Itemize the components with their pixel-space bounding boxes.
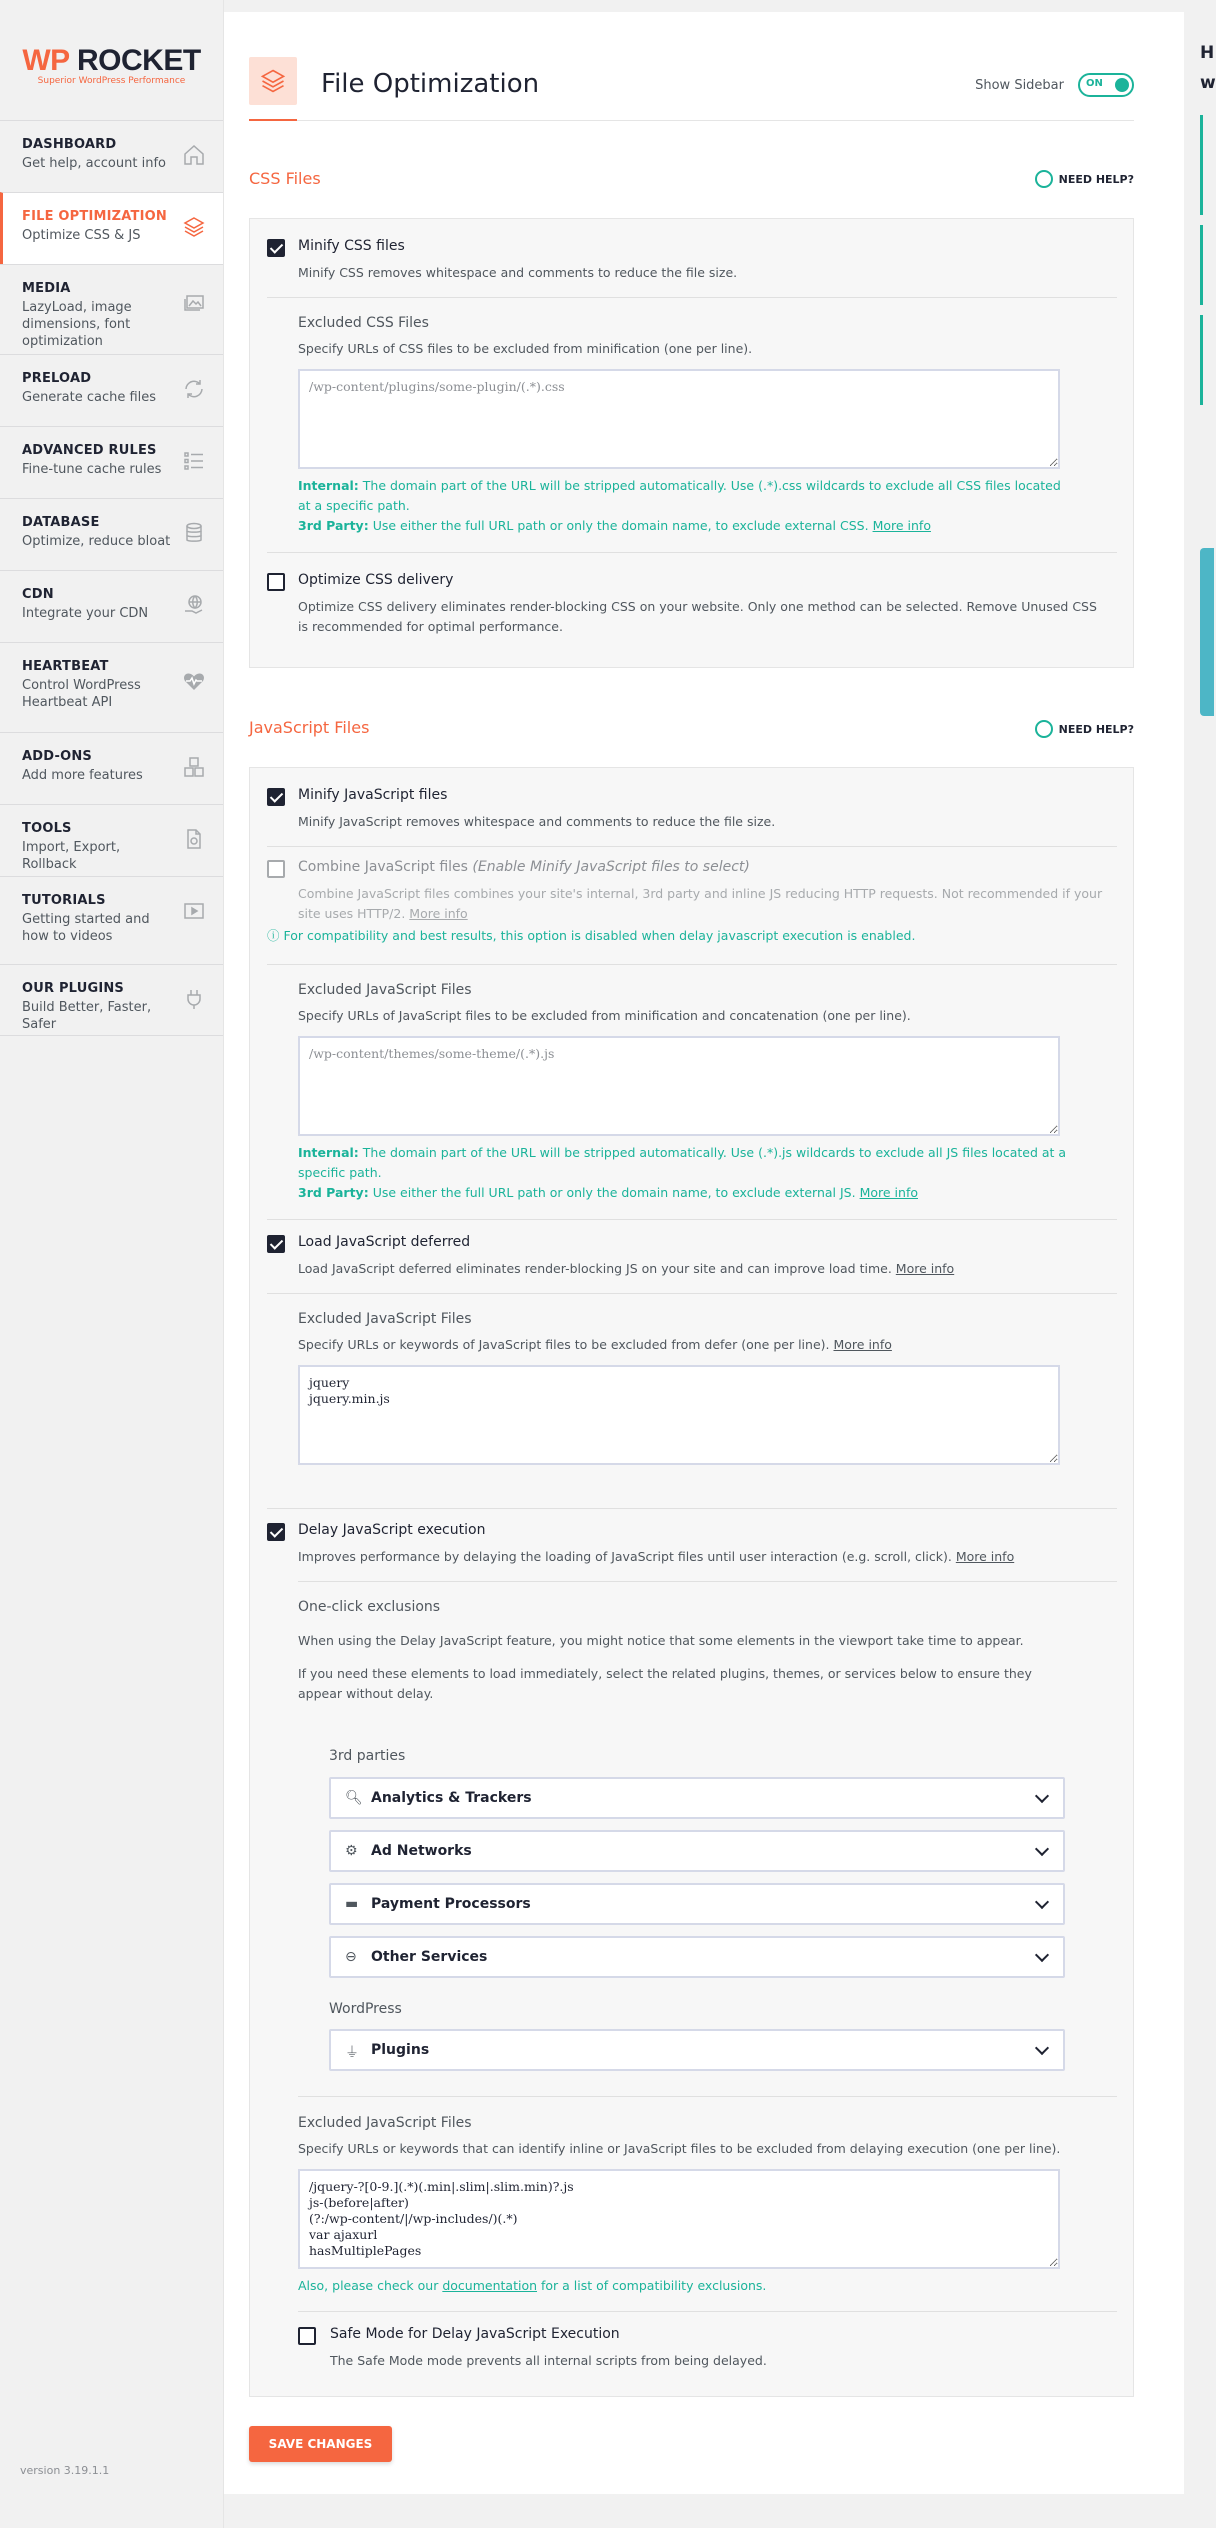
- combine-js-compat-note: [267, 926, 1087, 946]
- delay-excluded-js-title: Excluded JavaScript Files: [298, 2115, 472, 2131]
- sidebar: [0, 0, 224, 2528]
- sidebar-item-database[interactable]: [0, 498, 223, 570]
- sidebar-item-desc: Getting started and how to videos: [22, 912, 150, 944]
- sidebar-item-heartbeat[interactable]: [0, 642, 223, 732]
- optimize-css-delivery-title: Optimize CSS delivery: [298, 572, 454, 588]
- show-sidebar-control: [975, 73, 1134, 97]
- more-info-link[interactable]: More info: [955, 1549, 1015, 1564]
- internal-text: The domain part of the URL will be stripped automatically. Use (.*).css wildcards to exclude all CSS files located at a specific path.: [298, 478, 1061, 513]
- excluded-js-textarea[interactable]: [298, 1036, 1060, 1136]
- optimize-css-delivery-desc: Optimize CSS delivery eliminates render-blocking CSS on your website. Only one method can be selected. Remove Unused CSS is recommended for optimal performance.: [298, 599, 1097, 634]
- logo-wp: WP: [22, 44, 70, 77]
- optimize-css-delivery-checkbox[interactable]: [267, 573, 285, 591]
- delay-excluded-js-desc: Specify URLs or keywords that can identify inline or JavaScript files to be excluded from delaying execution (one per line).: [298, 2141, 1061, 2156]
- combine-js-desc-text: Combine JavaScript files combines your site's internal, 3rd party and inline JS reducing HTTP requests. Not recommended if your site uses HTTP/2.: [298, 886, 1103, 921]
- home-icon: [181, 143, 207, 169]
- css-third-party-note: [298, 516, 1068, 536]
- one-click-exclusions-title: One-click exclusions: [298, 1599, 441, 1615]
- sidebar-item-our-plugins[interactable]: [0, 964, 223, 1036]
- sidebar-item-desc: Optimize CSS & JS: [22, 228, 141, 243]
- sidebar-item-desc: Generate cache files: [22, 390, 157, 405]
- sidebar-item-preload[interactable]: [0, 354, 223, 426]
- logo-rocket: ROCKET: [76, 44, 201, 77]
- sidebar-item-desc: Import, Export, Rollback: [22, 840, 121, 872]
- database-icon: [181, 521, 207, 547]
- dropdown-label: Plugins: [371, 2042, 430, 2058]
- info-circle-icon: ⓘ: [267, 928, 280, 943]
- third-parties-label: 3rd parties: [329, 1748, 406, 1764]
- more-info-link[interactable]: More info: [895, 1261, 955, 1276]
- defer-excluded-js-title: Excluded JavaScript Files: [298, 1311, 472, 1327]
- dropdown-label: Analytics & Trackers: [371, 1790, 532, 1806]
- excluded-css-textarea[interactable]: [298, 369, 1060, 469]
- sidebar-item-title: FILE OPTIMIZATION: [22, 209, 167, 224]
- main-panel: [224, 12, 1184, 2494]
- minus-circle-icon: ⊖: [345, 1949, 357, 1965]
- chevron-down-icon: [1035, 2041, 1049, 2055]
- css-options-box: [249, 218, 1134, 668]
- chevron-down-icon: [1035, 1842, 1049, 1856]
- sidebar-item-dashboard[interactable]: [0, 120, 223, 192]
- also-check-note: [298, 2276, 1068, 2296]
- search-icon: 🔍︎: [345, 1790, 363, 1806]
- other-services-dropdown[interactable]: [329, 1936, 1065, 1978]
- chevron-down-icon: [1035, 1948, 1049, 1962]
- dropdown-label: Payment Processors: [371, 1896, 531, 1912]
- heartbeat-icon: [181, 669, 207, 695]
- excluded-css-desc: Specify URLs of CSS files to be excluded from minification (one per line).: [298, 341, 753, 356]
- sidebar-item-title: TOOLS: [22, 821, 72, 836]
- css-need-help-link[interactable]: [1035, 170, 1134, 188]
- sidebar-item-desc: Build Better, Faster, Safer: [22, 1000, 152, 1032]
- internal-label: Internal:: [298, 1145, 359, 1160]
- css-section-title: CSS Files: [249, 169, 321, 188]
- video-icon: [181, 899, 207, 925]
- safe-mode-desc: The Safe Mode mode prevents all internal scripts from being delayed.: [330, 2353, 767, 2368]
- need-help-label: NEED HELP?: [1058, 172, 1134, 186]
- load-js-deferred-title: Load JavaScript deferred: [298, 1234, 471, 1250]
- delay-js-desc: [298, 1547, 1118, 1567]
- chevron-down-icon: [1035, 1789, 1049, 1803]
- divider: [267, 1293, 1117, 1294]
- sidebar-item-add-ons[interactable]: [0, 732, 223, 804]
- divider: [298, 2096, 1117, 2097]
- show-sidebar-label: Show Sidebar: [975, 77, 1064, 93]
- toggle-label: ON: [1086, 78, 1103, 89]
- right-panel-heading-line-2: w: [1200, 73, 1216, 93]
- globe-hand-icon: [181, 593, 207, 619]
- third-party-text: Use either the full URL path or only the domain name, to exclude external JS.: [372, 1185, 856, 1200]
- sidebar-item-title: TUTORIALS: [22, 893, 106, 908]
- sidebar-item-media[interactable]: [0, 264, 223, 354]
- version-label: version 3.19.1.1: [20, 2464, 110, 2477]
- ad-network-icon: ⚙︎: [345, 1843, 358, 1859]
- images-icon: [181, 291, 207, 317]
- show-sidebar-toggle[interactable]: [1078, 73, 1134, 97]
- dropdown-label: Other Services: [371, 1949, 488, 1965]
- help-lifebuoy-icon: [1035, 720, 1053, 738]
- js-options-box: [249, 767, 1134, 2397]
- right-panel-heading: [1200, 38, 1216, 98]
- delay-excluded-js-textarea[interactable]: [298, 2169, 1060, 2269]
- sidebar-item-desc: Optimize, reduce bloat: [22, 534, 171, 549]
- combine-js-checkbox[interactable]: [267, 860, 285, 878]
- more-info-link[interactable]: More info: [833, 1337, 892, 1352]
- delay-js-checkbox[interactable]: [267, 1523, 285, 1541]
- internal-text: The domain part of the URL will be stripped automatically. Use (.*).js wildcards to exclude all JS files located at a specific path.: [298, 1145, 1067, 1180]
- third-party-label: 3rd Party:: [298, 518, 369, 533]
- sidebar-item-title: MEDIA: [22, 281, 71, 296]
- css-internal-note: [298, 476, 1068, 516]
- divider: [298, 1581, 1117, 1582]
- one-click-desc-2: If you need these elements to load immediately, select the related plugins, themes, or services below to ensure they appear without delay.: [298, 1666, 1032, 1701]
- more-info-link[interactable]: More info: [859, 1185, 918, 1200]
- combine-js-desc: [298, 884, 1118, 924]
- minify-css-checkbox[interactable]: [267, 239, 285, 257]
- sidebar-item-title: ADVANCED RULES: [22, 443, 157, 458]
- sidebar-item-title: HEARTBEAT: [22, 659, 109, 674]
- ad-networks-dropdown[interactable]: [329, 1830, 1065, 1872]
- safe-mode-checkbox[interactable]: [298, 2327, 316, 2345]
- sidebar-item-title: ADD-ONS: [22, 749, 92, 764]
- dropdown-label: Ad Networks: [371, 1843, 472, 1859]
- sidebar-item-title: DATABASE: [22, 515, 100, 530]
- sidebar-item-desc: Fine-tune cache rules: [22, 462, 162, 477]
- layers-icon: [181, 215, 207, 241]
- layers-icon: [249, 57, 297, 105]
- documentation-link[interactable]: documentation: [442, 2278, 538, 2293]
- list-icon: [181, 449, 207, 475]
- sidebar-item-tools[interactable]: [0, 804, 223, 876]
- right-panel-accent-bar: [1200, 315, 1203, 405]
- more-info-link[interactable]: More info: [872, 518, 931, 533]
- right-help-panel: [1196, 0, 1216, 2528]
- refresh-icon: [181, 377, 207, 403]
- sidebar-item-title: DASHBOARD: [22, 137, 117, 152]
- logo-tagline: Superior WordPress Performance: [37, 76, 186, 86]
- divider: [267, 846, 1117, 847]
- tools-icon: [181, 827, 207, 853]
- minify-css-desc: Minify CSS removes whitespace and comments to reduce the file size.: [298, 265, 738, 280]
- minify-js-title: Minify JavaScript files: [298, 787, 448, 803]
- defer-excluded-desc-text: Specify URLs or keywords of JavaScript files to be excluded from defer (one per line).: [298, 1337, 830, 1352]
- js-section-title: JavaScript Files: [249, 718, 370, 737]
- excluded-css-title: Excluded CSS Files: [298, 315, 429, 331]
- save-changes-button[interactable]: SAVE CHANGES: [249, 2426, 392, 2462]
- sidebar-item-advanced-rules[interactable]: [0, 426, 223, 498]
- combine-js-hint: (Enable Minify JavaScript files to select): [472, 859, 750, 875]
- excluded-js-title: Excluded JavaScript Files: [298, 982, 472, 998]
- credit-card-icon: ▬: [345, 1896, 359, 1912]
- divider: [267, 297, 1117, 298]
- third-party-text: Use either the full URL path or only the domain name, to exclude external CSS.: [372, 518, 869, 533]
- sidebar-item-desc: Get help, account info: [22, 156, 166, 171]
- more-info-link[interactable]: More info: [409, 906, 468, 921]
- right-panel-heading-line-1: H: [1200, 43, 1215, 63]
- sidebar-item-file-optimization[interactable]: [0, 192, 223, 264]
- compat-note-text: For compatibility and best results, this option is disabled when delay javascript execution is enabled.: [283, 928, 916, 943]
- payment-processors-dropdown[interactable]: [329, 1883, 1065, 1925]
- chevron-down-icon: [1035, 1895, 1049, 1909]
- plug-icon: [181, 987, 207, 1013]
- divider: [267, 1508, 1117, 1509]
- need-help-label: NEED HELP?: [1058, 722, 1134, 736]
- plug-icon: ⏚: [345, 2045, 359, 2061]
- minify-css-title: Minify CSS files: [298, 238, 405, 254]
- js-need-help-link[interactable]: [1035, 720, 1134, 738]
- divider: [267, 1219, 1117, 1220]
- one-click-desc-1: When using the Delay JavaScript feature, you might notice that some elements in the viewport take time to appear.: [298, 1633, 1024, 1648]
- combine-js-title-text: Combine JavaScript files: [298, 859, 468, 875]
- minify-js-checkbox[interactable]: [267, 788, 285, 806]
- also-check-suffix: for a list of compatibility exclusions.: [541, 2278, 767, 2293]
- load-js-deferred-checkbox[interactable]: [267, 1235, 285, 1253]
- toggle-knob: [1115, 78, 1129, 92]
- minify-js-desc: Minify JavaScript removes whitespace and comments to reduce the file size.: [298, 814, 776, 829]
- wp-rocket-logo[interactable]: [0, 0, 223, 120]
- excluded-js-desc: Specify URLs of JavaScript files to be excluded from minification and concatenation (one per line).: [298, 1008, 911, 1023]
- sidebar-item-desc: Control WordPress Heartbeat API: [22, 678, 141, 710]
- safe-mode-title: Safe Mode for Delay JavaScript Execution: [330, 2326, 620, 2342]
- defer-excluded-js-desc: [298, 1335, 1098, 1355]
- sidebar-item-desc: Integrate your CDN: [22, 606, 149, 621]
- sidebar-item-desc: LazyLoad, image dimensions, font optimization: [22, 300, 132, 349]
- sidebar-item-title: OUR PLUGINS: [22, 981, 124, 996]
- js-internal-note: [298, 1143, 1068, 1183]
- sidebar-item-tutorials[interactable]: [0, 876, 223, 964]
- combine-js-title: [298, 859, 750, 875]
- page-header: [249, 45, 1134, 121]
- page-title: File Optimization: [321, 69, 540, 99]
- plugins-dropdown[interactable]: [329, 2029, 1065, 2071]
- right-panel-accent-bar: [1200, 225, 1203, 305]
- cubes-icon: [181, 755, 207, 781]
- also-check-prefix: Also, please check our: [298, 2278, 439, 2293]
- right-panel-accent-bar: [1200, 115, 1203, 215]
- internal-label: Internal:: [298, 478, 359, 493]
- sidebar-item-cdn[interactable]: [0, 570, 223, 642]
- analytics-trackers-dropdown[interactable]: [329, 1777, 1065, 1819]
- sidebar-item-title: PRELOAD: [22, 371, 92, 386]
- sidebar-item-desc: Add more features: [22, 768, 143, 783]
- sidebar-item-title: CDN: [22, 587, 54, 602]
- help-lifebuoy-icon: [1035, 170, 1053, 188]
- divider: [267, 552, 1117, 553]
- defer-desc-text: Load JavaScript deferred eliminates render-blocking JS on your site and can improve load time.: [298, 1261, 892, 1276]
- divider: [267, 964, 1117, 965]
- third-party-label: 3rd Party:: [298, 1185, 369, 1200]
- delay-js-title: Delay JavaScript execution: [298, 1522, 486, 1538]
- load-js-deferred-desc: [298, 1259, 1098, 1279]
- divider: [298, 2311, 1117, 2312]
- delay-desc-text: Improves performance by delaying the loading of JavaScript files until user interaction (e.g. scroll, click).: [298, 1549, 952, 1564]
- right-panel-scroll-tab[interactable]: [1200, 548, 1214, 716]
- wordpress-label: WordPress: [329, 2001, 402, 2017]
- js-third-party-note: [298, 1183, 1068, 1203]
- defer-excluded-js-textarea[interactable]: [298, 1365, 1060, 1465]
